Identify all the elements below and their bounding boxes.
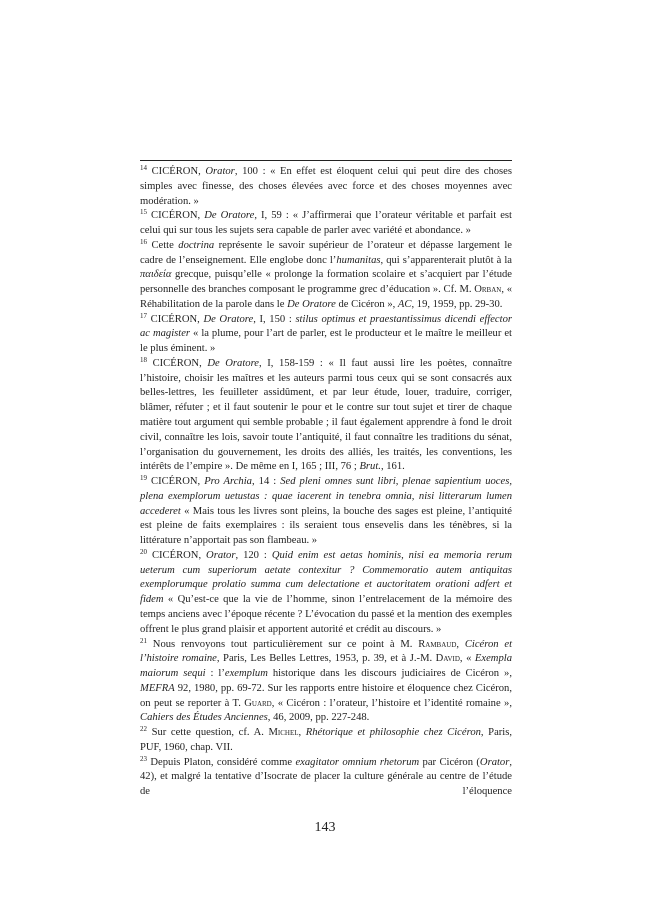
footnote-text: CICÉRON, — [147, 210, 205, 222]
footnote-text: : l’ — [205, 668, 225, 680]
footnote-text: , — [298, 727, 306, 739]
footnote-text: , « — [459, 653, 475, 665]
italic-text: Orator — [206, 549, 236, 561]
footnote-21 — [140, 638, 512, 727]
italic-text: Exempla maiorum sequi — [140, 653, 512, 680]
footnote-text: CICÉRON, — [147, 357, 208, 369]
footnote-16 — [140, 239, 512, 313]
footnotes-block — [140, 165, 512, 800]
author-name: Guard — [244, 697, 272, 709]
footnote-text: , 14 : — [251, 476, 281, 488]
footnote-text: , I, 158-159 : « Il faut aussi lire les poètes, connaître l’histoire, choisir les maîtres et les auteurs parmi tous ceux qui se sont consacrés aux belles-lettres, les feuilleter assidûment, et par leur étude, louer, traduire, corriger, blâmer, réfuter ; et il faut soutenir le pour et le contre sur tout sujet et tirer de chaque matière tout argument qui semble probable ; il faut également apprendre à fond le droit civil, connaître les lois, savoir toute l’antiquité, il faut connaître les traditions du sénat, l’organisation du gouvernement, les droits des alliés, les traités, les conventions, les intérêts de l’empire ». De même en I, 165 ; III, 76 ; — [140, 357, 512, 473]
italic-text: De Oratore — [203, 313, 254, 325]
italic-text: AC — [397, 298, 412, 310]
footnote-text: , 100 : « En effet est éloquent celui qui peut dire des choses simples avec finesse, des choses élevées avec force et des choses moyennes avec modération. » — [140, 166, 512, 207]
footnote-text: par Cicéron ( — [419, 756, 480, 768]
footnote-14 — [140, 165, 512, 209]
footnote-15 — [140, 209, 512, 239]
footnote-text: Depuis Platon, considéré comme — [147, 756, 296, 768]
footnote-text: , qui s’apparenterait plutôt à la — [380, 254, 513, 266]
italic-text: Cicéron et l’histoire romaine — [140, 638, 513, 665]
footnote-text: historique dans les discours judiciaires de Cicéron », — [267, 668, 512, 680]
footnote-text: CICÉRON, — [147, 476, 205, 488]
footnote-22 — [140, 726, 512, 756]
footnote-text: , 42), et malgré la tentative d’Isocrate de placer la culture générale au centre de l’étude de l’éloquence — [140, 756, 513, 798]
italic-text: παιδεία — [140, 269, 172, 281]
footnote-text: représente le savoir supérieur de l’orateur et dépasse largement le cadre de l’enseignement. Elle englobe donc l’ — [140, 239, 513, 266]
footnote-text: , « Cicéron : l’orateur, l’histoire et l’identité romaine », — [271, 697, 512, 709]
italic-text: Sed pleni omnes sunt libri, plenae sapientium uoces, plena exemplorum uetustas : quae iacerent in tenebra omnia, nisi litterarum lumen accederet — [140, 476, 512, 517]
footnote-text: CICÉRON, — [147, 166, 206, 177]
footnote-text: Cette — [147, 239, 179, 251]
italic-text: De Oratore — [204, 210, 255, 222]
footnote-number: 15 — [140, 208, 147, 217]
footnote-18 — [140, 357, 512, 475]
footnote-number: 18 — [140, 355, 147, 364]
footnote-text: Nous renvoyons tout particulièrement sur ce point à M. — [147, 638, 419, 650]
author-name: Orban — [474, 284, 502, 296]
author-name: David — [435, 653, 460, 665]
footnote-17 — [140, 313, 512, 357]
author-name: Michel — [268, 727, 299, 739]
footnote-number: 20 — [140, 547, 147, 556]
footnote-text: , 19, 1959, pp. 29-30. — [411, 298, 503, 310]
footnote-text: CICÉRON, — [147, 313, 204, 325]
footnote-number: 22 — [140, 725, 147, 734]
footnote-separator-rule — [140, 160, 512, 161]
footnote-text: , 46, 2009, pp. 227-248. — [267, 712, 370, 724]
italic-text: doctrina — [178, 239, 215, 251]
footnote-text: , 161. — [380, 461, 405, 473]
italic-text: Orator — [479, 756, 510, 768]
footnote-text: , Paris, Les Belles Lettres, 1953, p. 39, et à J.-M. — [216, 653, 436, 665]
footnote-text: , I, 59 : « J’affirmerai que l’orateur véritable et parfait est celui qui sur tous les sujets sera capable de parler avec variété et abondance. » — [140, 210, 512, 237]
footnote-text: Sur cette question, cf. A. — [147, 727, 269, 739]
italic-text: Orator — [205, 166, 235, 177]
footnote-text: grecque, puisqu’elle « prolonge la formation scolaire et s’acquiert par l’étude personnelle des branches composant le programme grec d’éducation ». Cf. M. — [140, 269, 512, 296]
italic-text: humanitas — [336, 254, 381, 266]
footnote-19 — [140, 475, 512, 549]
footnote-number: 17 — [140, 311, 147, 320]
footnote-text: « Mais tous les livres sont pleins, la bouche des sages est pleine, l’antiquité est pleine de faits exemplaires : ils seraient tous ensevelis dans les ténèbres, si la littérature n’apportait pas son flambeau. » — [140, 505, 512, 547]
footnote-text: CICÉRON, — [147, 549, 207, 561]
italic-text: Brut. — [359, 461, 381, 473]
italic-text: exagitator omnium rhetorum — [295, 756, 420, 768]
page-number: 143 — [314, 820, 336, 835]
italic-text: exemplum — [224, 668, 268, 680]
italic-text: Pro Archia — [204, 476, 252, 488]
footnote-text: de Cicéron », — [335, 298, 398, 310]
footnote-text: 92, 1980, pp. 69-72. Sur les rapports entre histoire et éloquence chez Cicéron, on peut se reporter à T. — [140, 682, 512, 709]
footnote-number: 19 — [140, 474, 147, 483]
author-name: Rambaud — [418, 638, 457, 650]
footnote-20 — [140, 549, 512, 638]
italic-text: stilus optimus et praestantissimus dicendi effector ac magister — [140, 313, 512, 340]
italic-text: Quid enim est aetas hominis, nisi ea memoria rerum ueterum cum superiorum aetate contexitur ? Commemoratio autem antiquitas exemplorumque prolatio summa cum delectatione et auctoritatem orationi adfert et fidem — [140, 549, 512, 606]
footnote-text: , — [456, 638, 465, 650]
footnote-text: , I, 150 : — [253, 313, 296, 325]
footnote-23 — [140, 756, 512, 800]
footnote-text: « Qu’est-ce que la vie de l’homme, sinon l’entrelacement de la mémoire des temps anciens avec l’époque récente ? L’évocation du passé et la mention des exemples offrent le plus grand plaisir et apportent autorité et crédit au discours. » — [140, 594, 512, 635]
footnote-number: 23 — [140, 754, 147, 763]
footnote-text: , Paris, PUF, 1960, chap. VII. — [140, 727, 513, 753]
footnote-number: 14 — [140, 164, 147, 172]
footnote-number: 16 — [140, 237, 147, 246]
italic-text: Cahiers des Études Anciennes — [140, 712, 268, 724]
italic-text: MEFRA — [140, 682, 175, 694]
italic-text: De Oratore — [207, 357, 260, 369]
footnote-text: , 120 : — [235, 549, 272, 561]
footnote-text: « la plume, pour l’art de parler, est le producteur et le maître le meilleur et le plus éminent. » — [140, 328, 512, 355]
italic-text: De Oratore — [287, 298, 336, 310]
italic-text: Rhétorique et philosophie chez Cicéron — [305, 727, 481, 739]
footnote-text: , « Réhabilitation de la parole dans le — [140, 284, 512, 310]
footnote-number: 21 — [140, 636, 147, 645]
